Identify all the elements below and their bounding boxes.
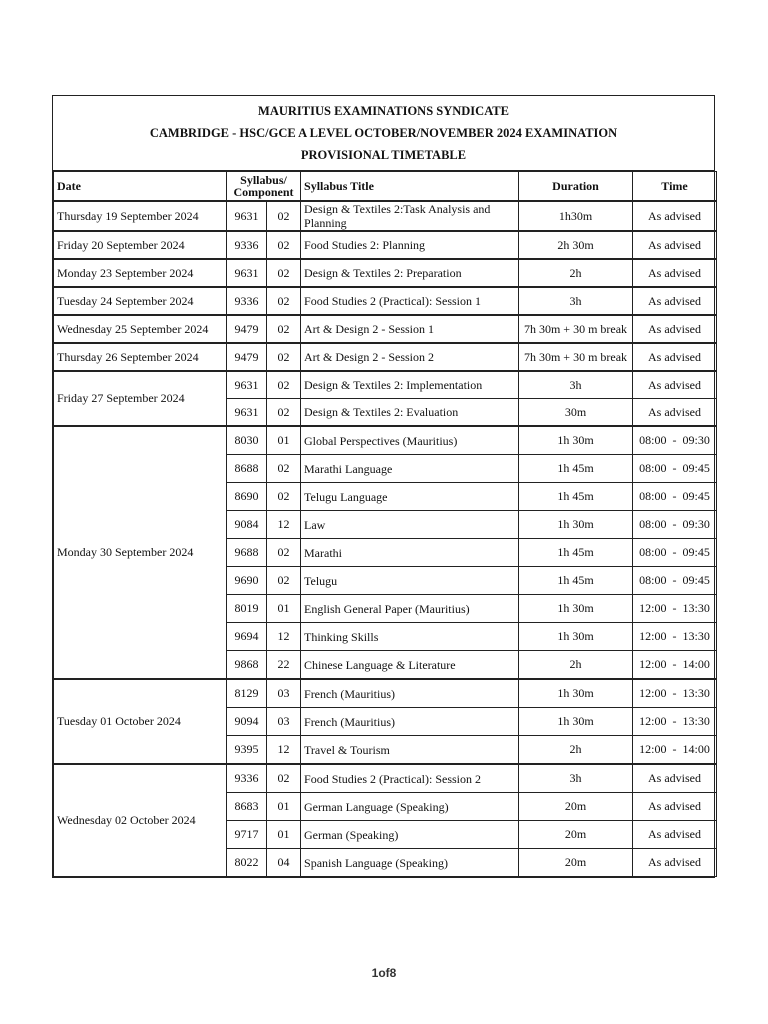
timetable-title: PROVISIONAL TIMETABLE — [300, 148, 467, 162]
component-code: 02 — [267, 343, 301, 371]
duration: 7h 30m + 30 m break — [519, 343, 633, 371]
timetable-body — [54, 201, 717, 877]
duration: 20m — [519, 849, 633, 877]
exam-date: Friday 27 September 2024 — [54, 371, 227, 426]
exam-date: Friday 20 September 2024 — [54, 231, 227, 259]
exam-time: 12:00 - 13:30 — [633, 708, 717, 736]
duration: 1h 30m — [519, 511, 633, 539]
syllabus-title: Telugu Language — [301, 483, 519, 511]
component-code: 02 — [267, 315, 301, 343]
table-row — [54, 679, 717, 708]
duration: 3h — [519, 764, 633, 793]
exam-time: 08:00 - 09:30 — [633, 511, 717, 539]
syllabus-code: 9479 — [227, 315, 267, 343]
syllabus-code: 8690 — [227, 483, 267, 511]
column-header-syllabus-line2: Component — [233, 185, 294, 199]
syllabus-code: 8129 — [227, 679, 267, 708]
syllabus-code: 9084 — [227, 511, 267, 539]
exam-time: 12:00 - 13:30 — [633, 679, 717, 708]
exam-time: As advised — [633, 201, 717, 231]
component-code: 02 — [267, 201, 301, 231]
exam-date: Monday 30 September 2024 — [54, 426, 227, 679]
exam-time: As advised — [633, 231, 717, 259]
exam-time: As advised — [633, 764, 717, 793]
syllabus-code: 9094 — [227, 708, 267, 736]
exam-date: Monday 23 September 2024 — [54, 259, 227, 287]
table-row — [54, 426, 717, 455]
syllabus-title: Food Studies 2 (Practical): Session 2 — [301, 764, 519, 793]
syllabus-code: 9690 — [227, 567, 267, 595]
table-row — [54, 343, 717, 371]
table-row — [54, 371, 717, 399]
exam-time: As advised — [633, 849, 717, 877]
syllabus-code: 9717 — [227, 821, 267, 849]
duration: 2h — [519, 259, 633, 287]
syllabus-code: 9694 — [227, 623, 267, 651]
syllabus-code: 8688 — [227, 455, 267, 483]
syllabus-title: Marathi — [301, 539, 519, 567]
syllabus-title: Travel & Tourism — [301, 736, 519, 765]
component-code: 12 — [267, 623, 301, 651]
table-row — [54, 201, 717, 231]
exam-time: As advised — [633, 371, 717, 399]
component-code: 03 — [267, 708, 301, 736]
syllabus-title: Food Studies 2 (Practical): Session 1 — [301, 287, 519, 315]
syllabus-title: Spanish Language (Speaking) — [301, 849, 519, 877]
table-row — [54, 315, 717, 343]
duration: 1h 45m — [519, 455, 633, 483]
syllabus-title: Thinking Skills — [301, 623, 519, 651]
duration: 2h — [519, 736, 633, 765]
exam-date: Thursday 19 September 2024 — [54, 201, 227, 231]
exam-time: As advised — [633, 259, 717, 287]
exam-date: Wednesday 02 October 2024 — [54, 764, 227, 877]
component-code: 01 — [267, 426, 301, 455]
table-header-row — [54, 172, 717, 202]
exam-time: 12:00 - 13:30 — [633, 595, 717, 623]
component-code: 02 — [267, 371, 301, 399]
syllabus-code: 9868 — [227, 651, 267, 680]
examination-title: CAMBRIDGE - HSC/GCE A LEVEL OCTOBER/NOVEMBER 2024 EXAMINATION — [149, 126, 618, 140]
syllabus-title: Food Studies 2: Planning — [301, 231, 519, 259]
syllabus-code: 9631 — [227, 259, 267, 287]
duration: 7h 30m + 30 m break — [519, 315, 633, 343]
duration: 30m — [519, 399, 633, 427]
column-header-title: Syllabus Title — [301, 172, 519, 202]
syllabus-code: 9395 — [227, 736, 267, 765]
component-code: 01 — [267, 821, 301, 849]
column-header-date: Date — [54, 172, 227, 202]
duration: 3h — [519, 371, 633, 399]
exam-time: 08:00 - 09:45 — [633, 483, 717, 511]
exam-time: 12:00 - 14:00 — [633, 736, 717, 765]
exam-date: Wednesday 25 September 2024 — [54, 315, 227, 343]
exam-time: As advised — [633, 287, 717, 315]
duration: 2h — [519, 651, 633, 680]
component-code: 12 — [267, 511, 301, 539]
exam-time: 08:00 - 09:45 — [633, 455, 717, 483]
exam-date: Tuesday 24 September 2024 — [54, 287, 227, 315]
syllabus-title: French (Mauritius) — [301, 679, 519, 708]
exam-time: 08:00 - 09:45 — [633, 567, 717, 595]
duration: 1h30m — [519, 201, 633, 231]
table-row — [54, 259, 717, 287]
syllabus-code: 8022 — [227, 849, 267, 877]
organisation-title: MAURITIUS EXAMINATIONS SYNDICATE — [258, 104, 509, 118]
syllabus-title: Chinese Language & Literature — [301, 651, 519, 680]
syllabus-code: 8030 — [227, 426, 267, 455]
component-code: 02 — [267, 764, 301, 793]
syllabus-title: French (Mauritius) — [301, 708, 519, 736]
syllabus-title: Design & Textiles 2: Preparation — [301, 259, 519, 287]
exam-time: 08:00 - 09:45 — [633, 539, 717, 567]
table-row — [54, 287, 717, 315]
syllabus-title: Marathi Language — [301, 455, 519, 483]
duration: 3h — [519, 287, 633, 315]
duration: 2h 30m — [519, 231, 633, 259]
component-code: 12 — [267, 736, 301, 765]
syllabus-title: English General Paper (Mauritius) — [301, 595, 519, 623]
syllabus-code: 9688 — [227, 539, 267, 567]
component-code: 02 — [267, 231, 301, 259]
table-row — [54, 231, 717, 259]
syllabus-title: Global Perspectives (Mauritius) — [301, 426, 519, 455]
syllabus-code: 9631 — [227, 371, 267, 399]
exam-date: Thursday 26 September 2024 — [54, 343, 227, 371]
syllabus-code: 8683 — [227, 793, 267, 821]
column-header-syllabus — [227, 172, 301, 202]
component-code: 02 — [267, 455, 301, 483]
component-code: 02 — [267, 287, 301, 315]
column-header-duration: Duration — [519, 172, 633, 202]
component-code: 02 — [267, 539, 301, 567]
duration: 20m — [519, 793, 633, 821]
syllabus-title: Art & Design 2 - Session 2 — [301, 343, 519, 371]
component-code: 22 — [267, 651, 301, 680]
exam-time: As advised — [633, 399, 717, 427]
syllabus-code: 9479 — [227, 343, 267, 371]
exam-time: As advised — [633, 821, 717, 849]
syllabus-title: German (Speaking) — [301, 821, 519, 849]
syllabus-title: Telugu — [301, 567, 519, 595]
exam-time: 08:00 - 09:30 — [633, 426, 717, 455]
component-code: 01 — [267, 595, 301, 623]
document-header — [53, 96, 714, 171]
duration: 20m — [519, 821, 633, 849]
syllabus-title: German Language (Speaking) — [301, 793, 519, 821]
exam-time: 12:00 - 13:30 — [633, 623, 717, 651]
syllabus-code: 9336 — [227, 764, 267, 793]
syllabus-code: 9631 — [227, 399, 267, 427]
page-number: 1of8 — [371, 966, 397, 980]
table-row — [54, 764, 717, 793]
component-code: 03 — [267, 679, 301, 708]
duration: 1h 45m — [519, 567, 633, 595]
component-code: 02 — [267, 399, 301, 427]
syllabus-code: 8019 — [227, 595, 267, 623]
syllabus-code: 9336 — [227, 231, 267, 259]
timetable-sheet — [52, 95, 715, 878]
duration: 1h 30m — [519, 708, 633, 736]
component-code: 04 — [267, 849, 301, 877]
duration: 1h 30m — [519, 679, 633, 708]
duration: 1h 30m — [519, 595, 633, 623]
syllabus-title: Design & Textiles 2:Task Analysis and Planning — [301, 201, 519, 231]
duration: 1h 45m — [519, 483, 633, 511]
duration: 1h 30m — [519, 623, 633, 651]
exam-time: As advised — [633, 343, 717, 371]
component-code: 02 — [267, 483, 301, 511]
component-code: 02 — [267, 259, 301, 287]
duration: 1h 45m — [519, 539, 633, 567]
syllabus-code: 9336 — [227, 287, 267, 315]
exam-time: As advised — [633, 315, 717, 343]
duration: 1h 30m — [519, 426, 633, 455]
syllabus-code: 9631 — [227, 201, 267, 231]
syllabus-title: Law — [301, 511, 519, 539]
syllabus-title: Design & Textiles 2: Implementation — [301, 371, 519, 399]
exam-time: As advised — [633, 793, 717, 821]
exam-date: Tuesday 01 October 2024 — [54, 679, 227, 764]
syllabus-title: Design & Textiles 2: Evaluation — [301, 399, 519, 427]
column-header-time: Time — [633, 172, 717, 202]
column-header-syllabus-line1: Syllabus/ — [240, 173, 287, 187]
component-code: 02 — [267, 567, 301, 595]
exam-time: 12:00 - 14:00 — [633, 651, 717, 680]
component-code: 01 — [267, 793, 301, 821]
timetable-table — [53, 171, 717, 877]
syllabus-title: Art & Design 2 - Session 1 — [301, 315, 519, 343]
